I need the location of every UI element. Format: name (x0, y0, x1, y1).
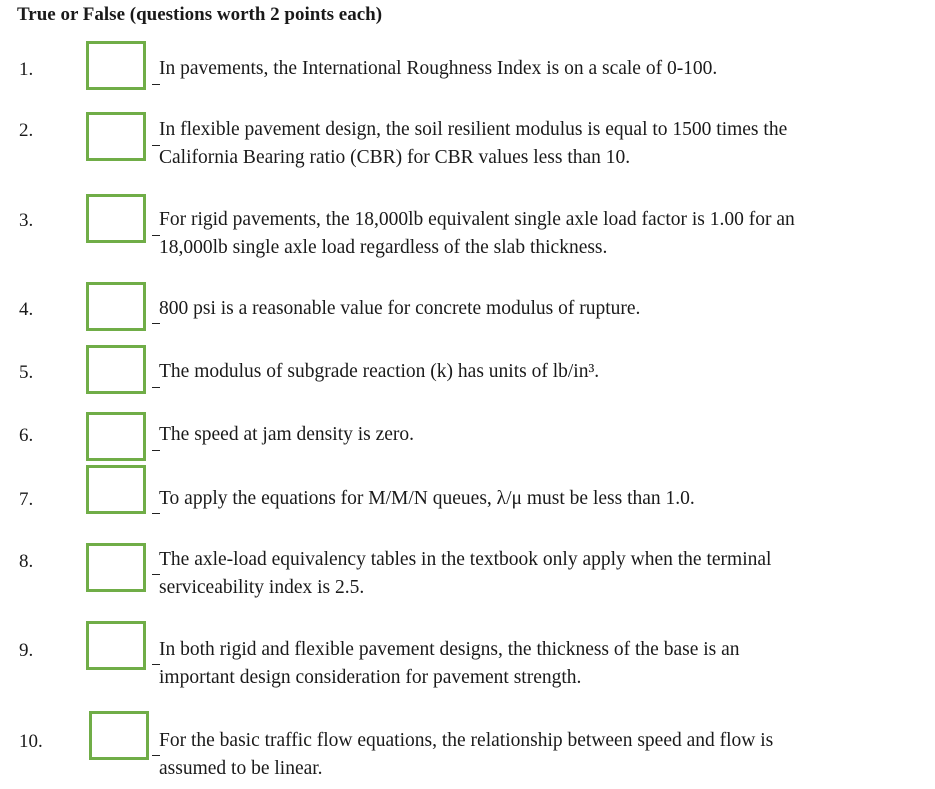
question-text-line: 800 psi is a reasonable value for concrete modulus of rupture. (159, 298, 641, 319)
question-text-line: In both rigid and flexible pavement designs, the thickness of the base is an (159, 639, 740, 660)
question-text-line: The speed at jam density is zero. (159, 424, 415, 445)
question-text (159, 358, 924, 386)
answer-box-10[interactable] (89, 711, 149, 760)
question-text-line: To apply the equations for M/M/N queues, λ/μ must be less than 1.0. (159, 488, 695, 509)
question-text-line: In pavements, the International Roughness Index is on a scale of 0-100. (159, 58, 718, 79)
question-number: 8. (19, 551, 34, 572)
question-text-line: The modulus of subgrade reaction (k) has units of lb/in³. (159, 361, 600, 382)
answer-blank-line (152, 84, 160, 85)
question-text-line: important design consideration for pavement strength. (159, 667, 582, 688)
question-number: 1. (19, 59, 34, 80)
answer-box-3[interactable] (86, 194, 146, 243)
question-text-line: For the basic traffic flow equations, the relationship between speed and flow is (159, 730, 774, 751)
answer-blank-line (152, 387, 160, 388)
question-text (159, 546, 924, 602)
question-number: 3. (19, 210, 34, 231)
question-text (159, 295, 924, 323)
question-text (159, 55, 924, 83)
question-number: 4. (19, 299, 34, 320)
question-text-line: For rigid pavements, the 18,000lb equivalent single axle load factor is 1.00 for an (159, 209, 795, 230)
question-text-line: serviceability index is 2.5. (159, 577, 365, 598)
answer-blank-line (152, 323, 160, 324)
question-number: 7. (19, 489, 34, 510)
question-text (159, 636, 924, 692)
question-number: 5. (19, 362, 34, 383)
question-text (159, 727, 924, 783)
question-text (159, 206, 924, 262)
question-text (159, 116, 924, 172)
answer-box-7[interactable] (86, 465, 146, 514)
question-text (159, 421, 924, 449)
question-number: 9. (19, 640, 34, 661)
question-text-line: assumed to be linear. (159, 758, 323, 779)
answer-blank-line (152, 450, 160, 451)
question-number: 2. (19, 120, 34, 141)
answer-box-1[interactable] (86, 41, 146, 90)
answer-blank-line (152, 513, 160, 514)
question-text-line: 18,000lb single axle load regardless of the slab thickness. (159, 237, 608, 258)
question-number: 6. (19, 425, 34, 446)
answer-box-6[interactable] (86, 412, 146, 461)
question-text-line: The axle-load equivalency tables in the textbook only apply when the terminal (159, 549, 772, 570)
question-text (159, 485, 924, 513)
answer-box-4[interactable] (86, 282, 146, 331)
page-title: True or False (questions worth 2 points each) (17, 4, 383, 25)
question-number: 10. (19, 731, 43, 752)
answer-box-9[interactable] (86, 621, 146, 670)
answer-box-8[interactable] (86, 543, 146, 592)
answer-box-2[interactable] (86, 112, 146, 161)
question-text-line: California Bearing ratio (CBR) for CBR values less than 10. (159, 147, 631, 168)
question-text-line: In flexible pavement design, the soil resilient modulus is equal to 1500 times the (159, 119, 788, 140)
answer-box-5[interactable] (86, 345, 146, 394)
